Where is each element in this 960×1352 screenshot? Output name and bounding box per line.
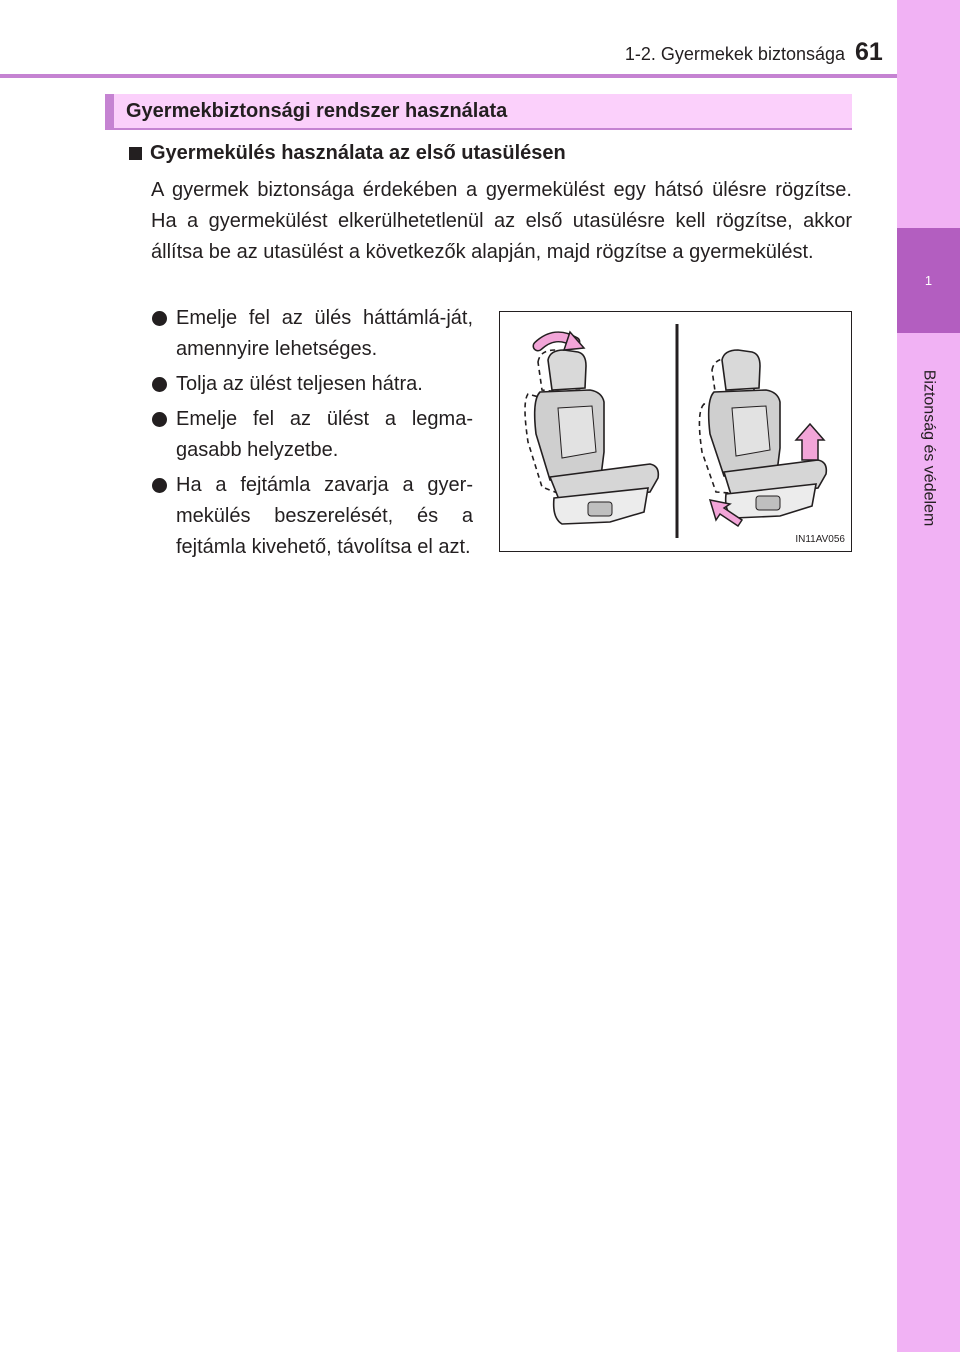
left-seat-icon xyxy=(525,332,658,524)
bullet-dot-icon xyxy=(152,377,167,392)
seat-adjustment-illustration-icon xyxy=(500,312,851,551)
chapter-title: Biztonság és védelem xyxy=(920,369,938,527)
figure-code: IN11AV056 xyxy=(795,534,845,545)
seat-adjustment-figure xyxy=(499,311,852,552)
list-item-text: Ha a fejtámla zavarja a gyer-mekülés beszerelését, és a fejtámla kivehető, távolítsa el azt. xyxy=(176,474,473,558)
header-rule xyxy=(0,74,897,78)
subsection-heading xyxy=(129,142,566,165)
section-heading: Gyermekbiztonsági rendszer használata xyxy=(105,94,852,130)
list-item-text: Tolja az ülést teljesen hátra. xyxy=(176,373,423,395)
chapter-number: 1 xyxy=(897,228,960,333)
list-item xyxy=(151,470,473,563)
bullet-dot-icon xyxy=(152,412,167,427)
list-item xyxy=(151,404,473,466)
list-item-text: Emelje fel az ülést a legma-gasabb helyzetbe. xyxy=(176,408,473,461)
list-item-text: Emelje fel az ülés háttámlá-ját, amennyire lehetséges. xyxy=(176,307,473,360)
page-number: 61 xyxy=(855,38,883,66)
chapter-side-tab xyxy=(897,0,960,1352)
header-section-title: 1-2. Gyermekek biztonsága xyxy=(624,44,845,64)
list-item xyxy=(151,369,473,400)
bullet-dot-icon xyxy=(152,311,167,326)
list-item xyxy=(151,303,473,365)
subsection-title: Gyermekülés használata az első utasülésen xyxy=(150,142,566,164)
instruction-list xyxy=(151,303,473,567)
bullet-dot-icon xyxy=(152,478,167,493)
chapter-title-container xyxy=(897,348,960,548)
right-seat-icon xyxy=(699,350,826,526)
intro-paragraph: A gyermek biztonsága érdekében a gyermekülést egy hátsó ülésre rögzítse. Ha a gyermekülést elkerülhetetlenül az első utasülésre kell rögzítse, akkor állítsa be az utasülést a következők alapján, majd rögzítse a gyermekülést. xyxy=(151,179,852,263)
square-bullet-icon xyxy=(129,147,142,160)
